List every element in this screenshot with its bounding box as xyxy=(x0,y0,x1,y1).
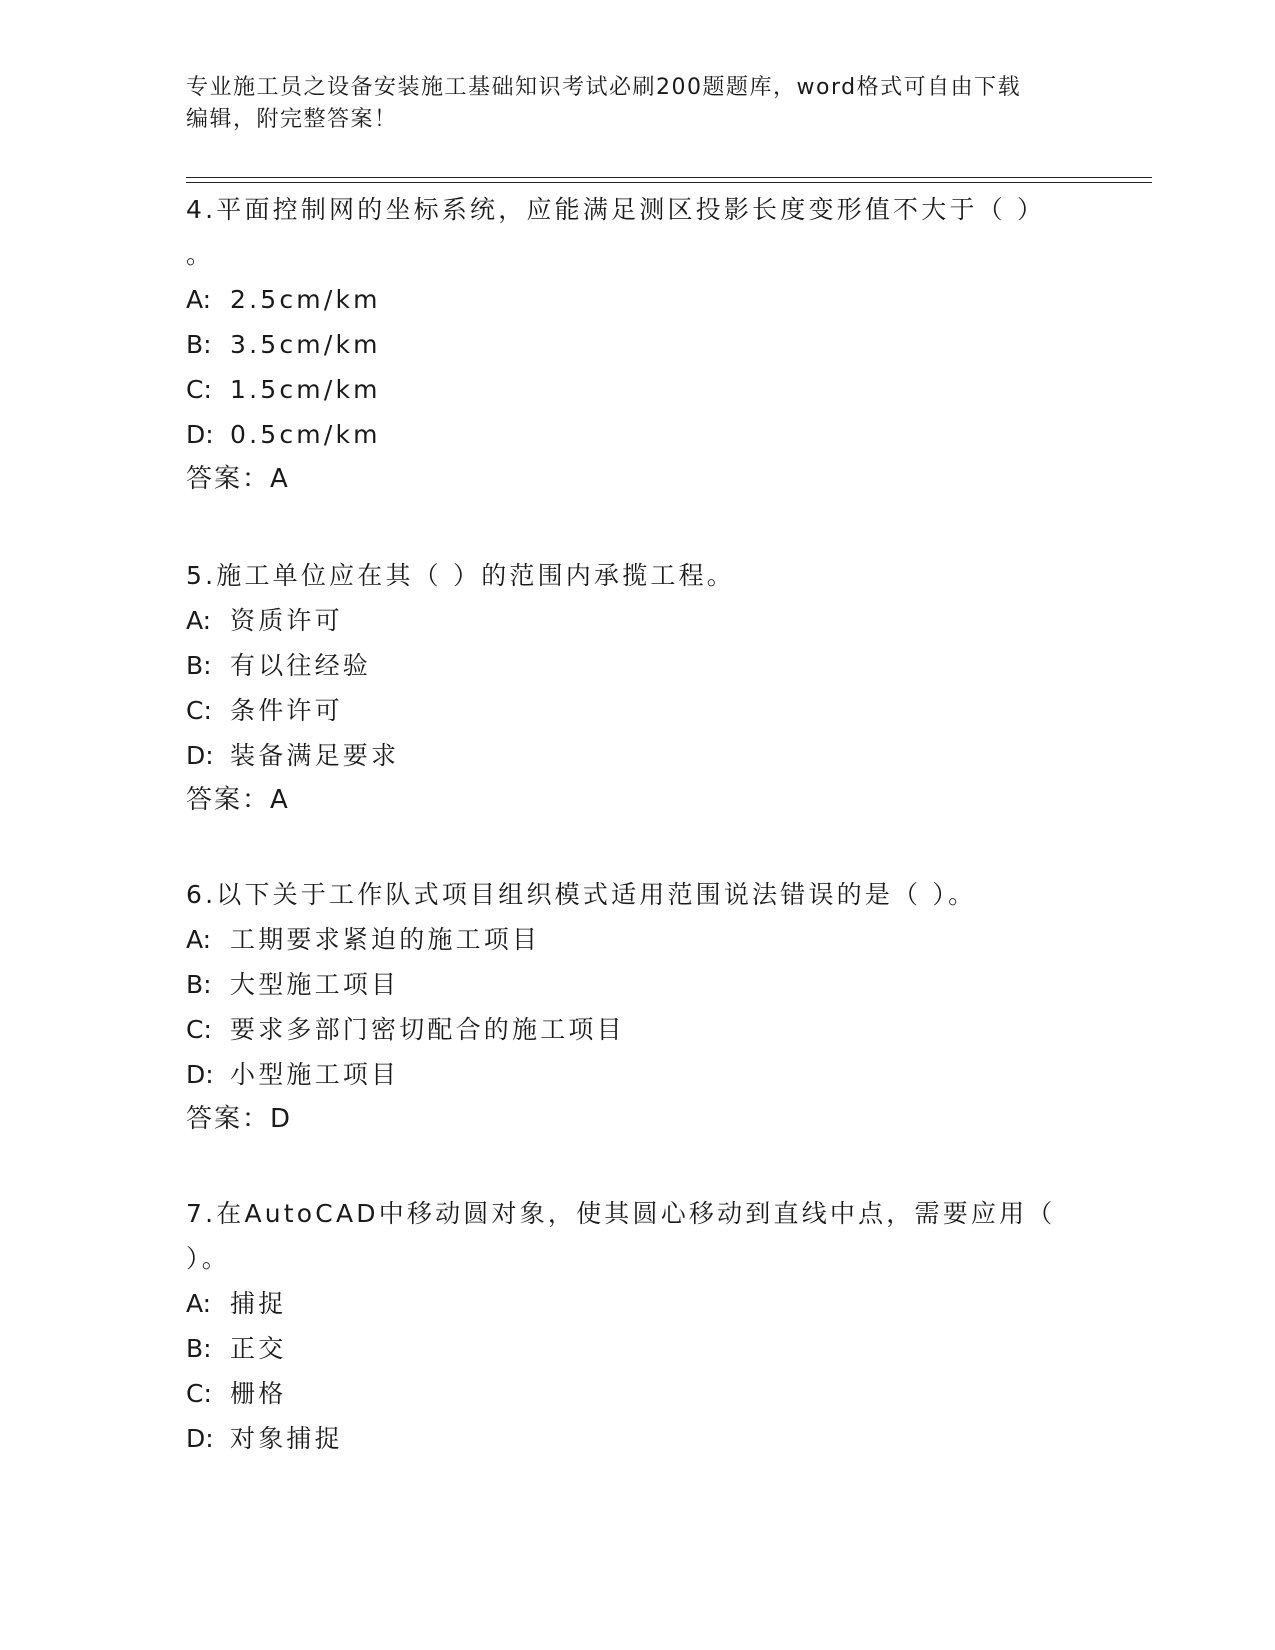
option-label: C: xyxy=(186,696,212,725)
answer-prefix: 答案： xyxy=(186,464,271,494)
answer-line xyxy=(186,457,1086,502)
option-label: D: xyxy=(186,741,214,770)
option-text: 大型施工项目 xyxy=(230,970,400,999)
option-text: 工期要求紧迫的施工项目 xyxy=(230,925,541,954)
option-text: 0.5cm/km xyxy=(230,420,381,449)
option-label: B: xyxy=(186,1334,212,1363)
option-text: 条件许可 xyxy=(230,696,343,725)
answer-prefix: 答案： xyxy=(186,785,271,815)
option-label: D: xyxy=(186,1060,214,1089)
option-label: D: xyxy=(186,420,214,449)
question-stem: 4.平面控制网的坐标系统，应能满足测区投影长度变形值不大于（ ） 。 xyxy=(186,195,1046,269)
answer-line xyxy=(186,778,1086,823)
option-c xyxy=(186,688,1086,733)
option-text: 正交 xyxy=(230,1334,287,1363)
document-header: 专业施工员之设备安装施工基础知识考试必刷200题题库，word格式可自由下载 编辑，附完整答案！ xyxy=(186,75,1022,132)
option-text: 2.5cm/km xyxy=(230,285,381,314)
question-4 xyxy=(186,187,1086,502)
header-divider-top xyxy=(186,177,1152,178)
option-label: A: xyxy=(186,606,212,635)
option-label: C: xyxy=(186,1015,212,1044)
option-label: B: xyxy=(186,970,212,999)
answer-prefix: 答案： xyxy=(186,1104,271,1134)
question-6 xyxy=(186,872,1086,1142)
option-text: 栅格 xyxy=(230,1379,287,1408)
option-text: 有以往经验 xyxy=(230,651,372,680)
answer-value: A xyxy=(270,785,290,815)
question-7 xyxy=(186,1191,1086,1461)
option-c xyxy=(186,1007,1086,1052)
option-b xyxy=(186,643,1086,688)
option-d xyxy=(186,1416,1086,1461)
option-text: 捕捉 xyxy=(230,1289,287,1318)
option-c xyxy=(186,1371,1086,1416)
answer-value: D xyxy=(270,1104,293,1134)
option-text: 资质许可 xyxy=(230,606,343,635)
option-text: 小型施工项目 xyxy=(230,1060,400,1089)
option-text: 要求多部门密切配合的施工项目 xyxy=(230,1015,625,1044)
option-b xyxy=(186,322,1086,367)
option-label: C: xyxy=(186,1379,212,1408)
question-5 xyxy=(186,553,1086,823)
option-label: C: xyxy=(186,375,212,404)
option-text: 3.5cm/km xyxy=(230,330,381,359)
option-b xyxy=(186,962,1086,1007)
option-a xyxy=(186,277,1086,322)
option-b xyxy=(186,1326,1086,1371)
option-label: A: xyxy=(186,285,212,314)
option-a xyxy=(186,917,1086,962)
question-stem: 6.以下关于工作队式项目组织模式适用范围说法错误的是（ ）。 xyxy=(186,880,977,909)
header-divider-bottom xyxy=(186,182,1152,183)
question-stem: 5.施工单位应在其（ ）的范围内承揽工程。 xyxy=(186,561,736,590)
option-text: 装备满足要求 xyxy=(230,741,400,770)
answer-line xyxy=(186,1097,1086,1142)
option-label: A: xyxy=(186,925,212,954)
answer-value: A xyxy=(270,464,290,494)
option-a xyxy=(186,1281,1086,1326)
option-a xyxy=(186,598,1086,643)
option-label: B: xyxy=(186,330,212,359)
option-text: 对象捕捉 xyxy=(230,1424,343,1453)
option-label: D: xyxy=(186,1424,214,1453)
question-stem: 7.在AutoCAD中移动圆对象，使其圆心移动到直线中点，需要应用（ ）。 xyxy=(186,1199,1056,1273)
option-text: 1.5cm/km xyxy=(230,375,381,404)
option-d xyxy=(186,412,1086,457)
option-d xyxy=(186,1052,1086,1097)
option-label: B: xyxy=(186,651,212,680)
option-c xyxy=(186,367,1086,412)
option-d xyxy=(186,733,1086,778)
option-label: A: xyxy=(186,1289,212,1318)
